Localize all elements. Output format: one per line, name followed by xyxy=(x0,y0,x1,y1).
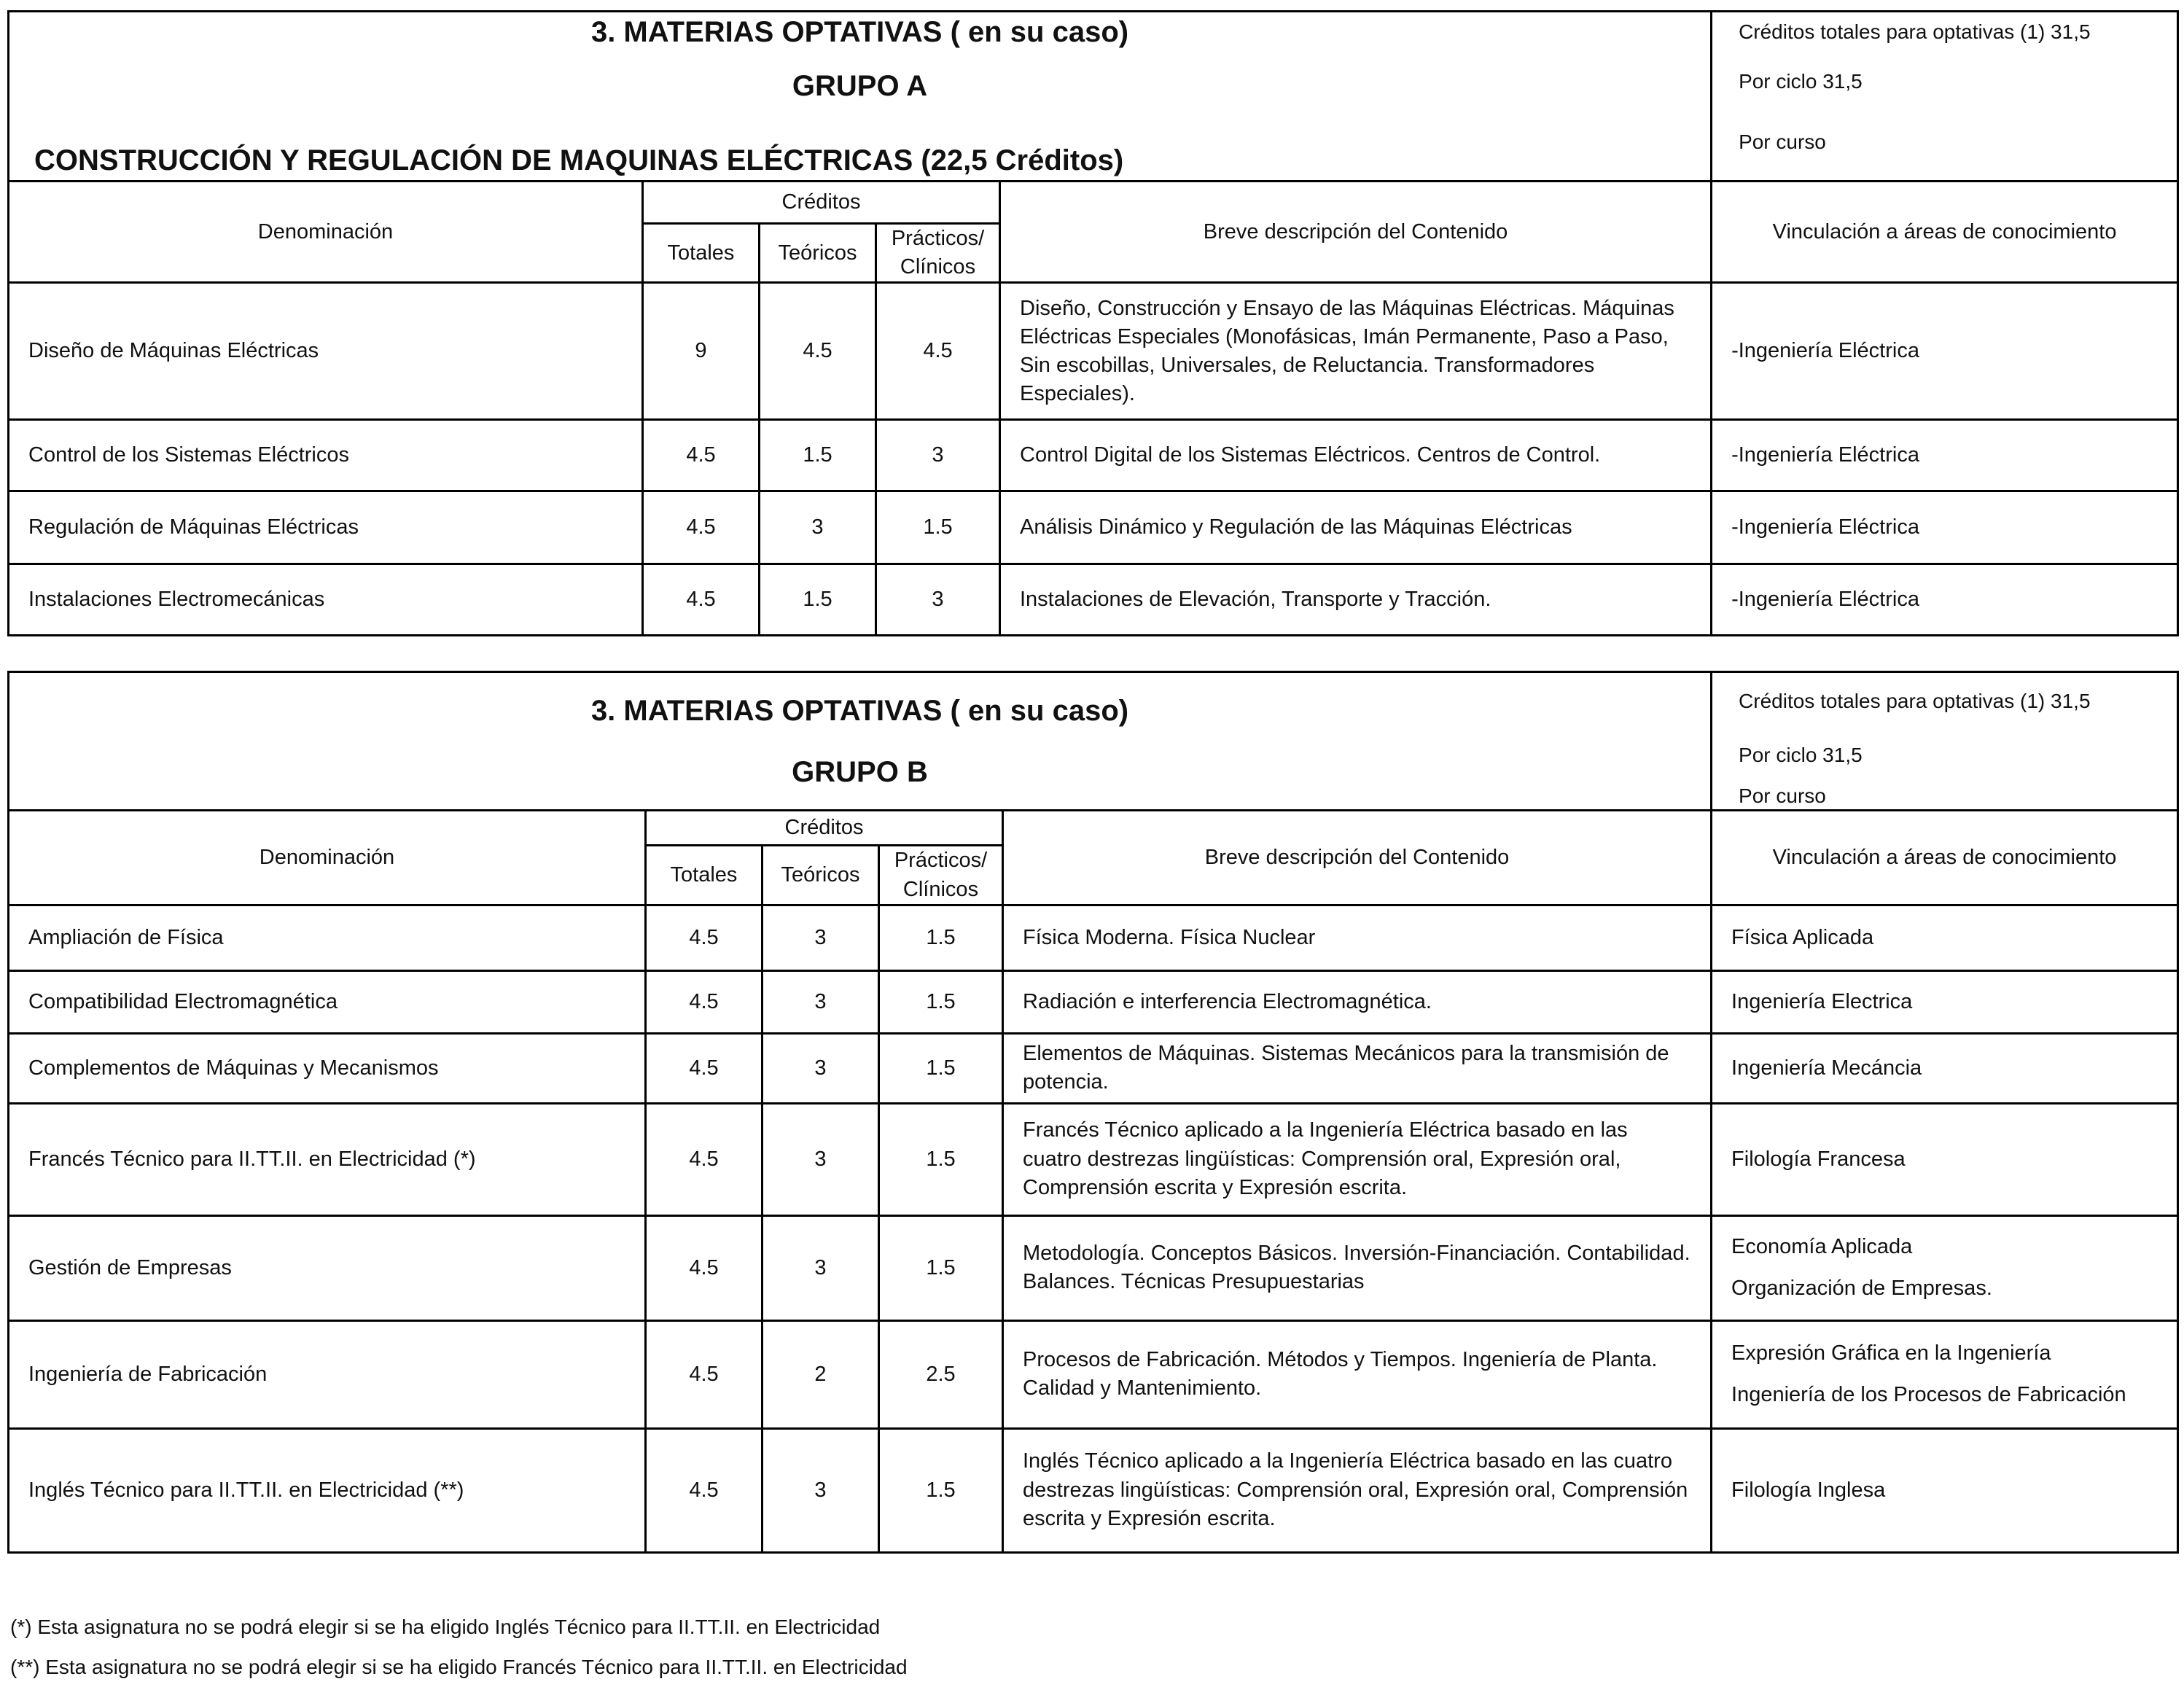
credits-practice: 3 xyxy=(876,420,1000,491)
subject-name: Inglés Técnico para II.TT.II. en Electricidad (**) xyxy=(9,1428,646,1552)
subject-description: Análisis Dinámico y Regulación de las Máquinas Eléctricas xyxy=(1000,491,1712,564)
group-a-table xyxy=(7,10,2179,636)
credits-practice: 1.5 xyxy=(879,1033,1003,1103)
knowledge-area-primary: Física Aplicada xyxy=(1731,925,1874,949)
knowledge-area: -Ingeniería Eléctrica xyxy=(1712,564,2178,636)
credits-practice: 1.5 xyxy=(879,1103,1003,1215)
col-practicos: Prácticos/ Clínicos xyxy=(879,846,1003,905)
subject-description: Diseño, Construcción y Ensayo de las Máquinas Eléctricas. Máquinas Eléctricas Especiales (Monofásicas, Imán Permanente, Paso a Paso, Sin escobillas, Universales, de Reluctancia. Transformadores Especiales). xyxy=(1000,283,1712,420)
group-a-side-ciclo: Por ciclo 31,5 xyxy=(1739,69,1863,93)
credits-total: 9 xyxy=(643,283,760,420)
credits-total: 4.5 xyxy=(646,1428,763,1552)
subject-name: Francés Técnico para II.TT.II. en Electricidad (*) xyxy=(9,1103,646,1215)
credits-total: 4.5 xyxy=(646,970,763,1033)
col-denominacion: Denominación xyxy=(9,811,646,905)
knowledge-area-primary: Ingeniería Electrica xyxy=(1731,989,1913,1013)
credits-theory: 1.5 xyxy=(760,420,876,491)
footnotes xyxy=(10,1608,908,1687)
group-a-side-total: Créditos totales para optativas (1) 31,5 xyxy=(1739,20,2091,43)
subject-description: Instalaciones de Elevación, Transporte y Tracción. xyxy=(1000,564,1712,636)
credits-theory: 4.5 xyxy=(760,283,876,420)
subject-description: Radiación e interferencia Electromagnética. xyxy=(1003,970,1712,1033)
knowledge-area xyxy=(1712,1033,2178,1103)
credits-practice: 1.5 xyxy=(879,1215,1003,1320)
knowledge-area-primary: Economía Aplicada xyxy=(1731,1235,1913,1259)
footnote-english: (**) Esta asignatura no se podrá elegir si se ha eligido Francés Técnico para II.TT.II. en Electricidad xyxy=(10,1655,908,1678)
subject-description: Metodología. Conceptos Básicos. Inversión-Financiación. Contabilidad. Balances. Técnicas Presupuestarias xyxy=(1003,1215,1712,1320)
credits-practice: 3 xyxy=(876,564,1000,636)
credits-practice: 4.5 xyxy=(876,283,1000,420)
col-totales: Totales xyxy=(643,224,760,283)
knowledge-area-secondary: Ingeniería de los Procesos de Fabricación xyxy=(1731,1383,2126,1407)
table-row xyxy=(9,970,2178,1033)
subject-description: Física Moderna. Física Nuclear xyxy=(1003,905,1712,970)
knowledge-area-primary: Filología Francesa xyxy=(1731,1147,1906,1171)
group-a-subtitle: CONSTRUCCIÓN Y REGULACIÓN DE MAQUINAS ELÉCTRICAS (22,5 Créditos) xyxy=(34,144,1124,176)
credits-total: 4.5 xyxy=(643,564,760,636)
table-row xyxy=(9,420,2178,491)
col-vinculacion: Vinculación a áreas de conocimiento xyxy=(1712,811,2178,905)
subject-description: Control Digital de los Sistemas Eléctricos. Centros de Control. xyxy=(1000,420,1712,491)
credits-total: 4.5 xyxy=(646,1215,763,1320)
group-a-group-label: GRUPO A xyxy=(792,70,928,102)
subject-description: Inglés Técnico aplicado a la Ingeniería Eléctrica basado en las cuatro destrezas lingüísticas: Comprensión oral, Expresión oral, Comprensión escrita y Expresión escrita. xyxy=(1003,1428,1712,1552)
col-denominacion: Denominación xyxy=(9,182,643,283)
subject-name: Ampliación de Física xyxy=(9,905,646,970)
credits-theory: 3 xyxy=(763,905,879,970)
knowledge-area-primary: Expresión Gráfica en la Ingeniería xyxy=(1731,1341,2051,1365)
table-row xyxy=(9,905,2178,970)
knowledge-area xyxy=(1712,1320,2178,1428)
subject-description: Procesos de Fabricación. Métodos y Tiempos. Ingeniería de Planta. Calidad y Mantenimiento. xyxy=(1003,1320,1712,1428)
table-row xyxy=(9,564,2178,636)
knowledge-area: -Ingeniería Eléctrica xyxy=(1712,283,2178,420)
credits-total: 4.5 xyxy=(646,1320,763,1428)
credits-theory: 3 xyxy=(763,1428,879,1552)
table-row xyxy=(9,283,2178,420)
knowledge-area xyxy=(1712,1215,2178,1320)
credits-theory: 3 xyxy=(760,491,876,564)
col-descripcion: Breve descripción del Contenido xyxy=(1000,182,1712,283)
knowledge-area: -Ingeniería Eléctrica xyxy=(1712,420,2178,491)
group-b-side-curso: Por curso xyxy=(1739,784,1826,807)
credits-theory: 3 xyxy=(763,1215,879,1320)
knowledge-area-secondary: Organización de Empresas. xyxy=(1731,1277,1992,1301)
group-b-table xyxy=(7,671,2179,1554)
credits-theory: 1.5 xyxy=(760,564,876,636)
knowledge-area xyxy=(1712,970,2178,1033)
subject-name: Compatibilidad Electromagnética xyxy=(9,970,646,1033)
col-totales: Totales xyxy=(646,846,763,905)
col-creditos: Créditos xyxy=(646,811,1003,846)
footnote-french: (*) Esta asignatura no se podrá elegir si se ha eligido Inglés Técnico para II.TT.II. en Electricidad xyxy=(10,1616,881,1638)
group-b-group-label: GRUPO B xyxy=(792,755,928,788)
subject-description: Elementos de Máquinas. Sistemas Mecánicos para la transmisión de potencia. xyxy=(1003,1033,1712,1103)
subject-name: Instalaciones Electromecánicas xyxy=(9,564,643,636)
credits-practice: 1.5 xyxy=(879,1428,1003,1552)
knowledge-area: -Ingeniería Eléctrica xyxy=(1712,491,2178,564)
credits-total: 4.5 xyxy=(643,491,760,564)
credits-total: 4.5 xyxy=(646,1033,763,1103)
group-b-credits-info xyxy=(1712,672,2178,811)
table-row xyxy=(9,1215,2178,1320)
knowledge-area-primary: Ingeniería Mecáncia xyxy=(1731,1056,1922,1080)
subject-name: Gestión de Empresas xyxy=(9,1215,646,1320)
knowledge-area xyxy=(1712,1103,2178,1215)
credits-theory: 3 xyxy=(763,1033,879,1103)
col-descripcion: Breve descripción del Contenido xyxy=(1003,811,1712,905)
subject-name: Diseño de Máquinas Eléctricas xyxy=(9,283,643,420)
group-a-side-curso: Por curso xyxy=(1739,130,1826,153)
group-b-header xyxy=(9,672,1712,811)
credits-theory: 2 xyxy=(763,1320,879,1428)
credits-total: 4.5 xyxy=(643,420,760,491)
credits-practice: 2.5 xyxy=(879,1320,1003,1428)
credits-practice: 1.5 xyxy=(879,905,1003,970)
group-a-header xyxy=(9,12,1712,182)
group-b-side-total: Créditos totales para optativas (1) 31,5 xyxy=(1739,690,2091,712)
group-b-title: 3. MATERIAS OPTATIVAS ( en su caso) xyxy=(590,694,1129,727)
credits-practice: 1.5 xyxy=(876,491,1000,564)
group-a-credits-info xyxy=(1712,12,2178,182)
credits-theory: 3 xyxy=(763,970,879,1033)
subject-name: Regulación de Máquinas Eléctricas xyxy=(9,491,643,564)
knowledge-area-primary: Filología Inglesa xyxy=(1731,1478,1886,1502)
table-row xyxy=(9,1033,2178,1103)
subject-name: Complementos de Máquinas y Mecanismos xyxy=(9,1033,646,1103)
knowledge-area xyxy=(1712,1428,2178,1552)
knowledge-area xyxy=(1712,905,2178,970)
col-creditos: Créditos xyxy=(643,182,1000,224)
credits-practice: 1.5 xyxy=(879,970,1003,1033)
table-row xyxy=(9,1320,2178,1428)
credits-total: 4.5 xyxy=(646,905,763,970)
col-teoricos: Teóricos xyxy=(763,846,879,905)
subject-description: Francés Técnico aplicado a la Ingeniería Eléctrica basado en las cuatro destrezas lingüísticas: Comprensión oral, Expresión oral, Comprensión escrita y Expresión escrita. xyxy=(1003,1103,1712,1215)
table-row xyxy=(9,1103,2178,1215)
group-a-title: 3. MATERIAS OPTATIVAS ( en su caso) xyxy=(590,16,1129,48)
credits-total: 4.5 xyxy=(646,1103,763,1215)
subject-name: Control de los Sistemas Eléctricos xyxy=(9,420,643,491)
subject-name: Ingeniería de Fabricación xyxy=(9,1320,646,1428)
col-vinculacion: Vinculación a áreas de conocimiento xyxy=(1712,182,2178,283)
table-row xyxy=(9,1428,2178,1552)
credits-theory: 3 xyxy=(763,1103,879,1215)
col-teoricos: Teóricos xyxy=(760,224,876,283)
group-b-side-ciclo: Por ciclo 31,5 xyxy=(1739,743,1863,766)
col-practicos: Prácticos/ Clínicos xyxy=(876,224,1000,283)
table-row xyxy=(9,491,2178,564)
